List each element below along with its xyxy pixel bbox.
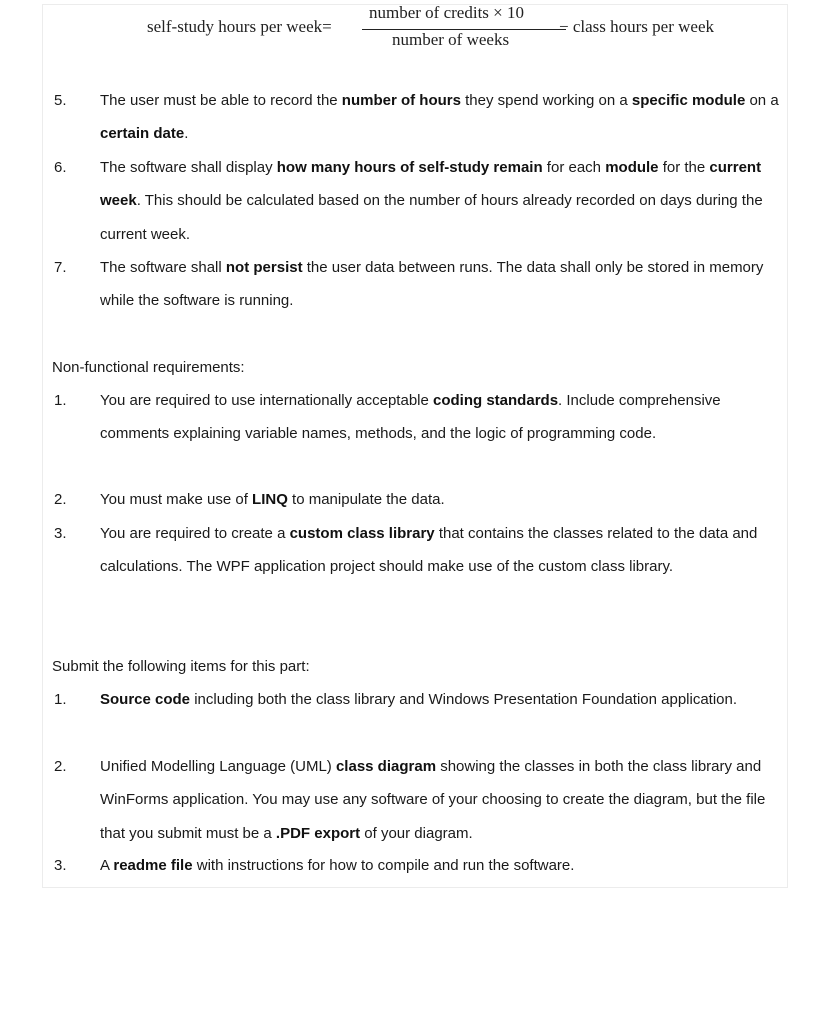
body-text: they spend working on a [460, 92, 632, 109]
body-text: that contains the classes related to the data and calculations. The WPF application project should make use of the custom class library. [100, 525, 758, 576]
list-item-text [100, 251, 784, 318]
list-number: 7. [54, 259, 67, 276]
list-number: 2. [54, 758, 67, 775]
body-text: You are required to create a [100, 525, 290, 542]
list-number: 3. [54, 525, 67, 542]
body-text: to manipulate the data. [287, 491, 445, 508]
body-text: You are required to use internationally acceptable [100, 392, 434, 409]
body-text: showing the classes in both the class library and WinForms application. You may use any software of your choosing to create the diagram, but the file that you submit must be a [100, 758, 766, 842]
list-item-text [100, 750, 784, 850]
formula-lhs: self-study hours per week= [147, 17, 332, 36]
list-number: 6. [54, 159, 67, 176]
body-text: The software shall [100, 259, 226, 276]
list-item-text [100, 84, 784, 151]
list-item-text [100, 849, 784, 882]
body-text: Unified Modelling Language (UML) [100, 758, 336, 775]
list-item-text [100, 483, 784, 516]
body-text: The software shall display [100, 159, 277, 176]
formula-denominator: number of weeks [392, 30, 510, 49]
emphasis-text: number of hours [341, 92, 461, 109]
list-number: 5. [54, 92, 67, 109]
body-text: of your diagram. [360, 824, 473, 842]
self-study-formula [43, 5, 789, 55]
body-text: . This should be calculated based on the number of hours already recorded on days during the current week. [100, 192, 763, 243]
emphasis-text: custom class library [289, 525, 435, 542]
body-text: The user must be able to record the [100, 92, 342, 109]
body-text: including both the class library and Windows Presentation Foundation application. [190, 691, 738, 708]
body-text: You must make use of [100, 491, 253, 508]
body-text: . [184, 125, 189, 143]
list-number: 1. [54, 691, 67, 708]
list-number: 2. [54, 491, 67, 508]
list-item-text [100, 151, 784, 251]
nonfunctional-heading: Non-functional requirements: [52, 359, 245, 376]
emphasis-text: class diagram [335, 758, 437, 775]
body-text: with instructions for how to compile and run the software. [192, 857, 575, 874]
emphasis-text: coding standards [433, 392, 559, 409]
body-text: . Include comprehensive comments explaining variable names, methods, and the logic of programming code. [100, 392, 721, 443]
emphasis-text: Source code [100, 691, 191, 708]
body-text: on a [745, 92, 779, 109]
formula-numerator: number of credits × 10 [369, 3, 524, 22]
emphasis-text: LINQ [252, 491, 288, 508]
formula-rhs: − class hours per week [559, 17, 714, 36]
body-text: A [100, 857, 114, 874]
body-text: for the [658, 159, 710, 176]
submit-heading: Submit the following items for this part: [52, 658, 310, 675]
body-text: for each [542, 159, 606, 176]
emphasis-text: specific module [631, 92, 746, 109]
emphasis-text: readme file [113, 857, 193, 874]
list-item-text [100, 683, 784, 716]
emphasis-text: certain date [100, 125, 185, 143]
body-text: the user data between runs. The data shall only be stored in memory while the software is running. [100, 259, 764, 310]
list-number: 3. [54, 857, 67, 874]
emphasis-text: how many hours of self-study remain [276, 159, 543, 176]
list-number: 1. [54, 392, 67, 409]
list-item-text [100, 517, 784, 584]
emphasis-text: .PDF export [275, 824, 361, 842]
list-item-text [100, 384, 784, 451]
emphasis-text: module [605, 159, 659, 176]
document-page [42, 4, 788, 888]
emphasis-text: current week [100, 159, 762, 210]
emphasis-text: not persist [225, 259, 303, 276]
